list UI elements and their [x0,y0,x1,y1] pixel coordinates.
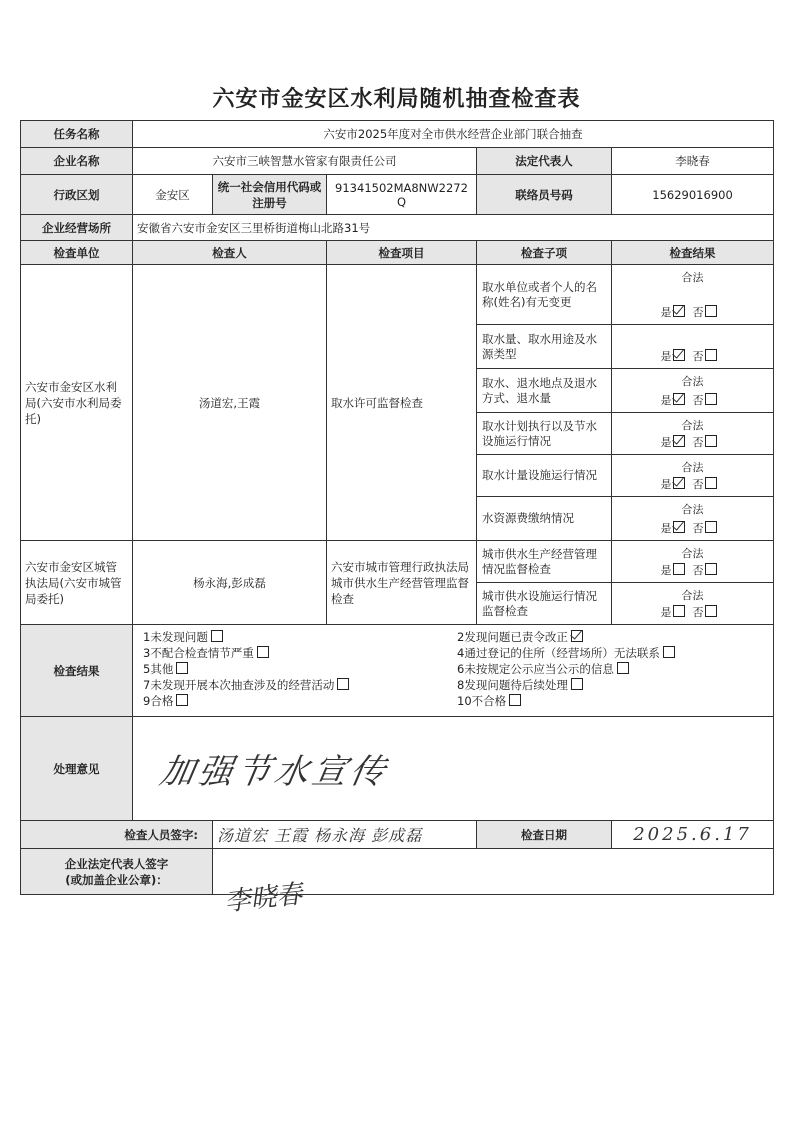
task-name-value: 六安市2025年度对全市供水经营企业部门联合抽查 [133,121,774,148]
no-label: 否 [692,606,704,619]
hefa-label: 合法 [681,547,704,560]
option-checkbox [176,662,188,674]
hefa-label: 合法 [681,503,704,516]
subitem-name: 取水单位或者个人的名称(姓名)有无变更 [477,265,612,325]
option-5[interactable]: 5其他 [143,662,196,676]
hefa-label: 合法 [681,271,704,284]
option-8[interactable]: 8发现问题待后续处理 [457,678,591,692]
col-item-header: 检查项目 [327,241,477,265]
subitem-result [612,265,774,325]
group2-inspector: 杨永海,彭成磊 [133,541,327,625]
no-label: 否 [692,394,704,407]
no-checkbox[interactable] [705,477,717,489]
yes-checkbox[interactable] [673,349,685,361]
handling-handwriting: 加强节水宣传 [156,752,392,792]
no-label: 否 [692,306,704,319]
district-value: 金安区 [133,175,213,215]
inspection-form [20,120,774,918]
no-checkbox[interactable] [705,563,717,575]
yes-checkbox[interactable] [673,521,685,533]
col-unit-header: 检查单位 [21,241,133,265]
option-2[interactable]: 2发现问题已责令改正 [457,630,591,644]
credit-code-value: 91341502MA8NW2272Q [327,175,477,215]
check-result-label: 检查结果 [21,625,133,717]
yes-label: 是 [660,306,672,319]
date-handwriting: 2025.6.17 [633,824,752,845]
option-checkbox [571,678,583,690]
yes-label: 是 [660,478,672,491]
no-label: 否 [692,522,704,535]
subitem-name: 取水计划执行以及节水设施运行情况 [477,413,612,455]
no-label: 否 [692,436,704,449]
company-name-value: 六安市三峡智慧水管家有限责任公司 [133,148,477,175]
handling-label: 处理意见 [21,717,133,821]
yes-checkbox[interactable] [673,605,685,617]
subitem-result [612,583,774,625]
option-7[interactable]: 7未发现开展本次抽查涉及的经营活动 [143,678,357,692]
task-name-label: 任务名称 [21,121,133,148]
subitem-name: 水资源费缴纳情况 [477,497,612,541]
option-checkbox [211,630,223,642]
option-10[interactable]: 10不合格 [457,694,529,708]
check-options [133,627,773,715]
no-checkbox[interactable] [705,349,717,361]
option-checkbox [571,630,583,642]
hefa-label: 合法 [681,589,704,602]
option-9[interactable]: 9合格 [143,694,196,708]
subitem-result [612,369,774,413]
page-title: 六安市金安区水利局随机抽查检查表 [212,87,581,112]
subitem-result [612,541,774,583]
no-checkbox[interactable] [705,305,717,317]
yes-label: 是 [660,436,672,449]
subitem-name: 取水量、取水用途及水源类型 [477,325,612,369]
district-label: 行政区划 [21,175,133,215]
check-date-label: 检查日期 [477,821,612,849]
group2-item: 六安市城市管理行政执法局城市供水生产经营管理监督检查 [327,541,477,625]
option-checkbox [663,646,675,658]
liaison-phone-value: 15629016900 [612,175,774,215]
yes-checkbox[interactable] [673,435,685,447]
hefa-label: 合法 [681,419,704,432]
credit-code-label: 统一社会信用代码或注册号 [213,175,327,215]
subitem-name: 城市供水生产经营管理情况监督检查 [477,541,612,583]
hefa-label: 合法 [681,375,704,388]
legal-rep-label: 法定代表人 [477,148,612,175]
no-label: 否 [692,350,704,363]
yes-checkbox[interactable] [673,477,685,489]
option-1[interactable]: 1未发现问题 [143,630,231,644]
yes-label: 是 [660,350,672,363]
yes-checkbox[interactable] [673,393,685,405]
option-6[interactable]: 6未按规定公示应当公示的信息 [457,662,637,676]
option-3[interactable]: 3不配合检查情节严重 [143,646,277,660]
col-inspector-header: 检查人 [133,241,327,265]
yes-label: 是 [660,606,672,619]
group2-unit: 六安市金安区城管执法局(六安市城管局委托) [21,541,133,625]
option-checkbox [617,662,629,674]
legal-sign-label-line2: (或加盖企业公章)： [65,872,168,887]
yes-checkbox[interactable] [673,563,685,575]
legal-rep-value: 李晓春 [612,148,774,175]
no-checkbox[interactable] [705,435,717,447]
liaison-phone-label: 联络员号码 [477,175,612,215]
group1-unit: 六安市金安区水利局(六安市水利局委托) [21,265,133,541]
yes-label: 是 [660,564,672,577]
group1-inspector: 汤道宏,王霞 [133,265,327,541]
col-result-header: 检查结果 [612,241,774,265]
no-checkbox[interactable] [705,521,717,533]
address-label: 企业经营场所 [21,215,133,241]
hefa-label: 合法 [681,461,704,474]
col-subitem-header: 检查子项 [477,241,612,265]
subitem-result [612,497,774,541]
address-value: 安徽省六安市金安区三里桥街道梅山北路31号 [133,215,774,241]
no-label: 否 [692,564,704,577]
subitem-name: 取水计量设施运行情况 [477,455,612,497]
subitem-result [612,455,774,497]
group1-item: 取水许可监督检查 [327,265,477,541]
inspector-signature: 汤道宏 王霞 杨永海 彭成磊 [217,826,423,845]
yes-label: 是 [660,394,672,407]
option-checkbox [176,694,188,706]
subitem-name: 城市供水设施运行情况监督检查 [477,583,612,625]
no-checkbox[interactable] [705,605,717,617]
option-4[interactable]: 4通过登记的住所（经营场所）无法联系 [457,646,683,660]
company-name-label: 企业名称 [21,148,133,175]
option-checkbox [257,646,269,658]
yes-checkbox[interactable] [673,305,685,317]
option-checkbox [509,694,521,706]
option-checkbox [337,678,349,690]
subitem-name: 取水、退水地点及退水方式、退水量 [477,369,612,413]
subitem-result [612,413,774,455]
no-label: 否 [692,478,704,491]
subitem-result [612,325,774,369]
no-checkbox[interactable] [705,393,717,405]
legal-sign-label-line1: 企业法定代表人签字 [64,856,169,871]
inspector-sign-label: 检查人员签字: [21,821,213,849]
legal-signature: 李晓春 [223,879,304,918]
yes-label: 是 [660,522,672,535]
